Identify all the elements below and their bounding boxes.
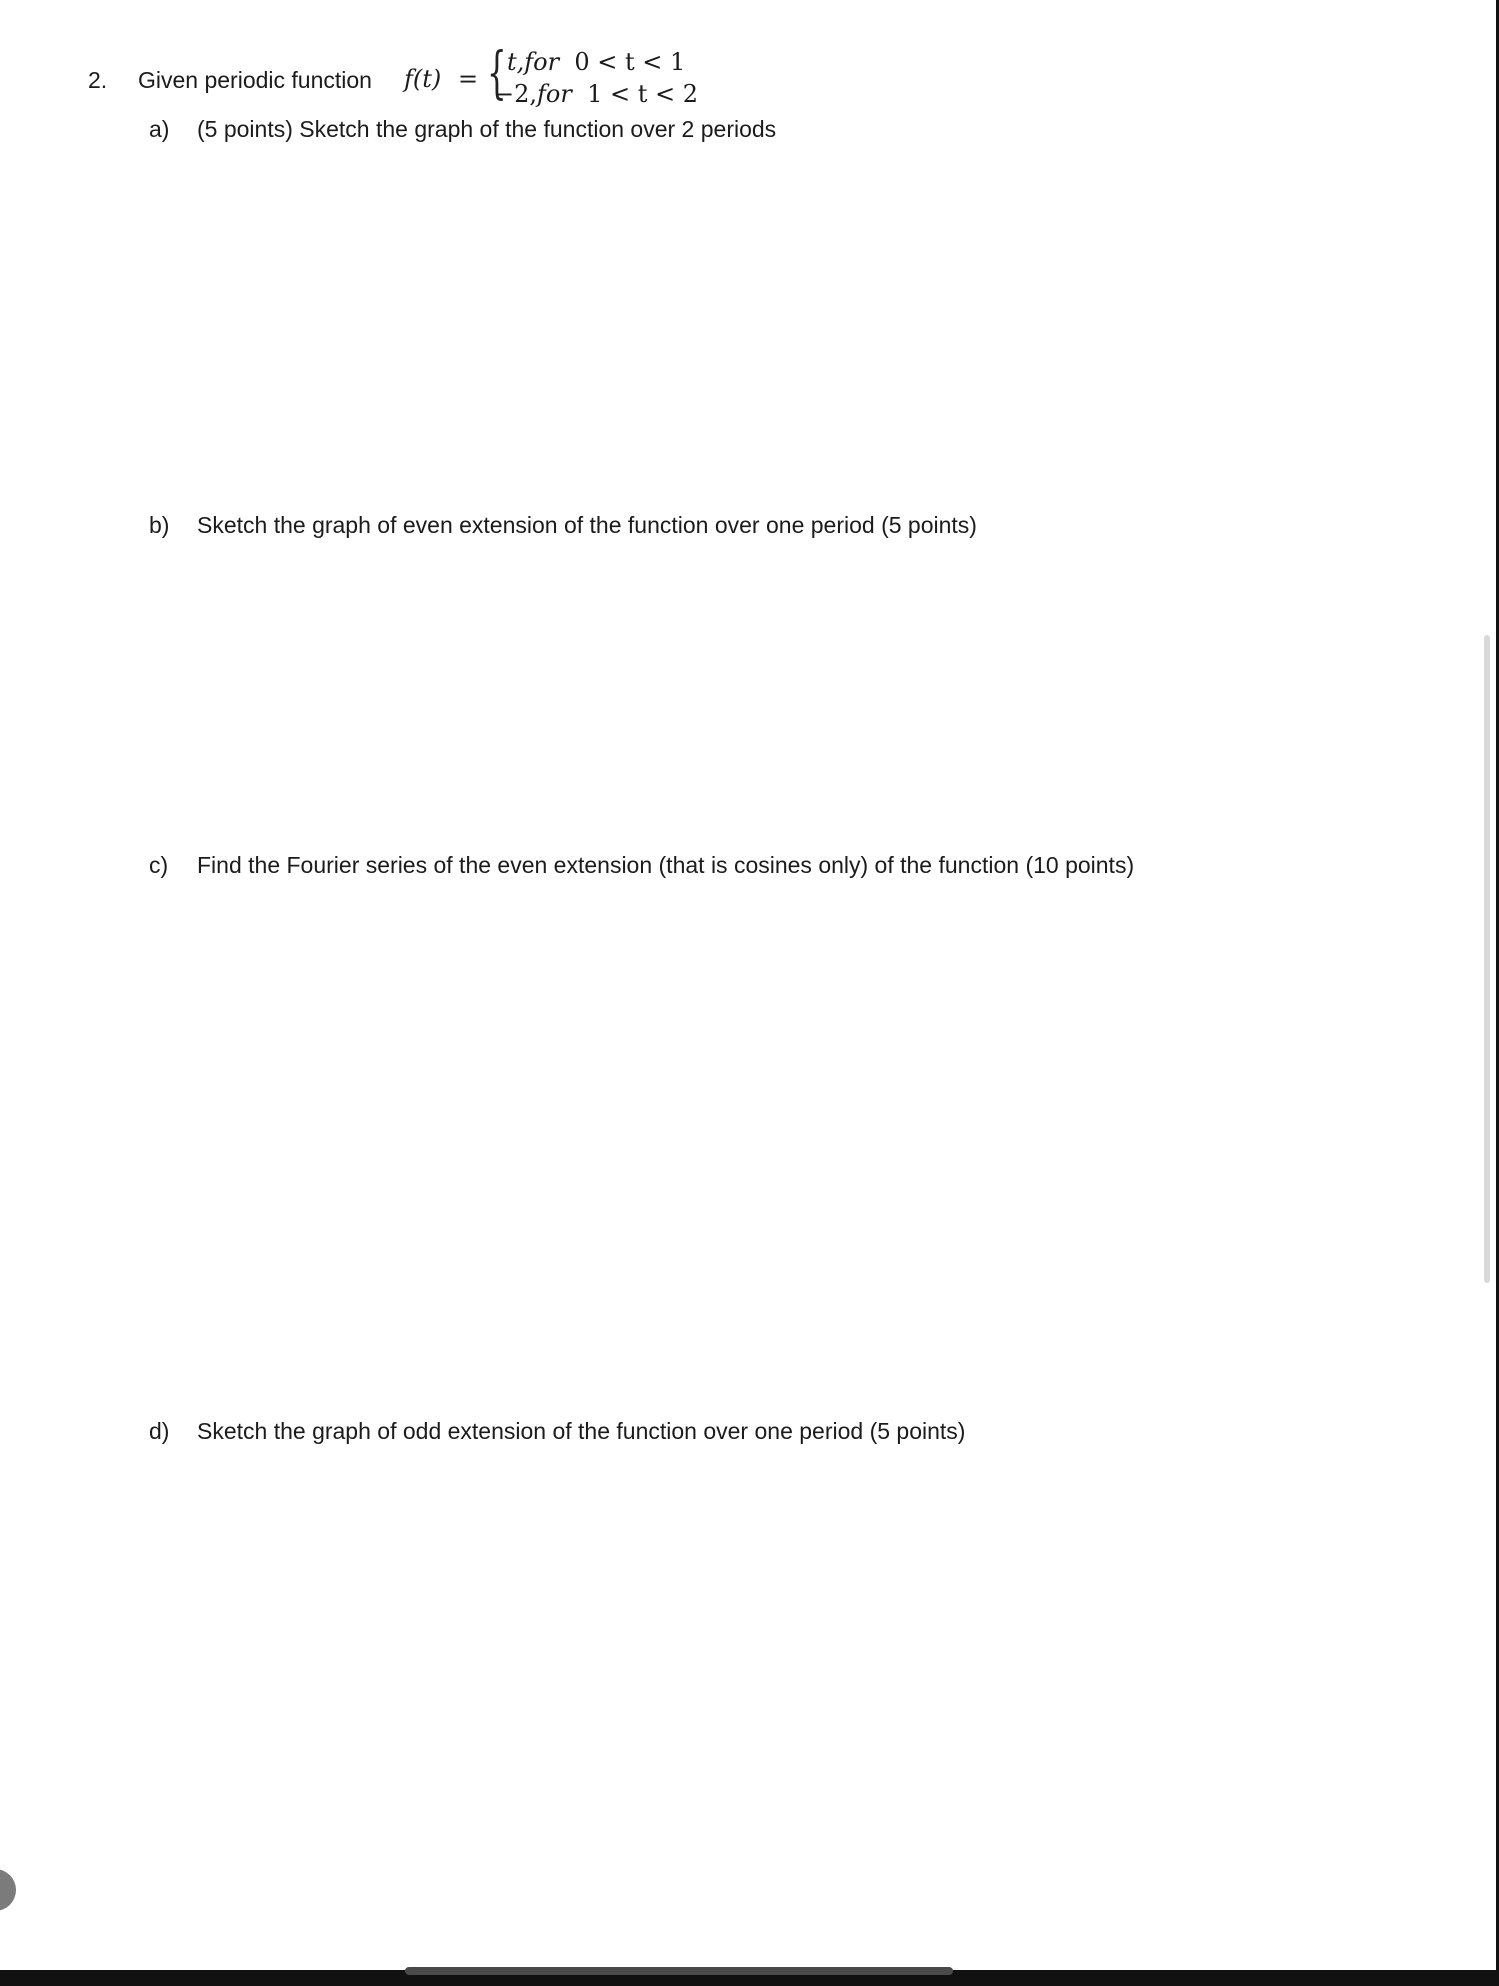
part-a-label: a) xyxy=(149,116,170,142)
case-2: −2,for 1 < t < 2 xyxy=(494,80,699,108)
part-d-label: d) xyxy=(149,1418,170,1444)
part-c-label: c) xyxy=(149,852,169,878)
floating-handle-icon[interactable] xyxy=(0,1869,16,1911)
left-brace-icon: { xyxy=(487,41,507,106)
part-a-text: (5 points) Sketch the graph of the function over 2 periods xyxy=(197,116,777,142)
vertical-scrollbar[interactable] xyxy=(1484,635,1490,1283)
case-1: t,for 0 < t < 1 xyxy=(507,48,686,76)
part-b-label: b) xyxy=(149,512,170,538)
part-c-text: Find the Fourier series of the even extension (that is cosines only) of the function (10 points) xyxy=(197,852,1135,878)
part-d-text: Sketch the graph of odd extension of the function over one period (5 points) xyxy=(197,1418,966,1444)
part-b-text: Sketch the graph of even extension of the function over one period (5 points) xyxy=(197,512,977,538)
question-intro: Given periodic function xyxy=(138,67,372,93)
equals-sign: = xyxy=(458,65,479,93)
question-number: 2. xyxy=(88,67,108,93)
home-indicator[interactable] xyxy=(405,1967,953,1975)
function-lhs: f(t) xyxy=(404,65,442,93)
